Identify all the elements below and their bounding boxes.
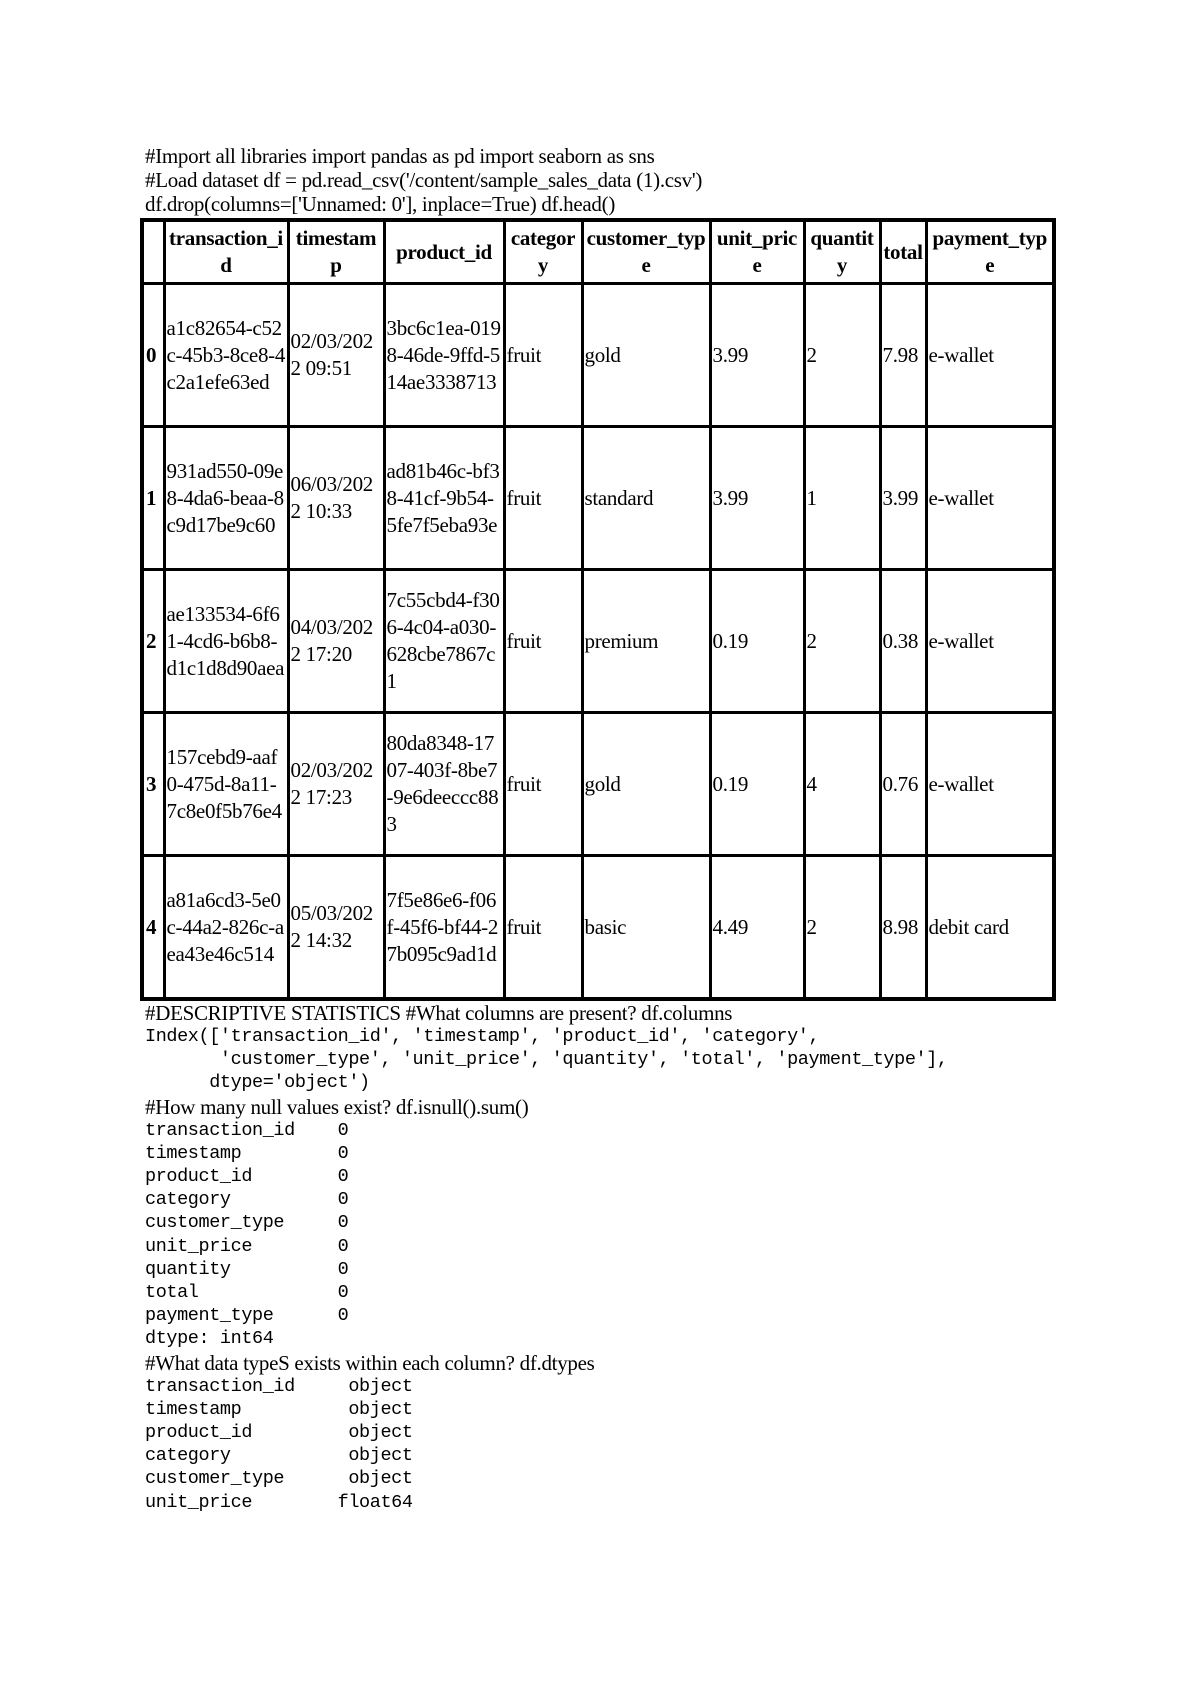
dtypes-output-line: transaction_id object [145,1375,413,1397]
cell-customer-type: gold [582,713,710,856]
row-index: 2 [142,570,164,713]
cell-unit-price: 3.99 [710,427,804,570]
null-output-line: payment_type 0 [145,1305,349,1327]
dataframe-head-table [140,218,1056,1001]
cell-unit-price: 3.99 [710,284,804,427]
null-output-line: customer_type 0 [145,1212,349,1234]
cell-product-id: 80da8348-1707-403f-8be7-9e6deeccc883 [384,713,504,856]
cell-product-id: 7c55cbd4-f306-4c04-a030-628cbe7867c1 [384,570,504,713]
cell-quantity: 1 [804,427,880,570]
row-index: 0 [142,284,164,427]
columns-output-line: Index(['transaction_id', 'timestamp', 'product_id', 'category', [145,1026,820,1047]
cell-customer-type: gold [582,284,710,427]
columns-output-line: dtype='object') [145,1072,370,1094]
dtypes-output [145,1375,1075,1514]
header-quantity: quantity [804,220,880,284]
header-unit-price: unit_price [710,220,804,284]
header-transaction-id: transaction_id [164,220,288,284]
row-index: 4 [142,856,164,1000]
cell-payment-type: e-wallet [926,570,1054,713]
cell-payment-type: debit card [926,856,1054,1000]
cell-category: fruit [504,284,582,427]
cell-payment-type: e-wallet [926,427,1054,570]
cell-quantity: 2 [804,284,880,427]
table-row [142,713,1054,856]
cell-payment-type: e-wallet [926,284,1054,427]
cell-timestamp: 02/03/2022 17:23 [288,713,384,856]
cell-timestamp: 02/03/2022 09:51 [288,284,384,427]
cell-total: 0.76 [880,713,926,856]
drop-column-line: df.drop(columns=['Unnamed: 0'], inplace=True) df.head() [145,192,616,216]
null-output-line: product_id 0 [145,1166,349,1188]
null-output-line: dtype: int64 [145,1328,274,1350]
cell-total: 0.38 [880,570,926,713]
null-output-line: quantity 0 [145,1258,349,1280]
cell-unit-price: 4.49 [710,856,804,1000]
dtypes-output-line: category object [145,1445,413,1467]
null-output-line: transaction_id 0 [145,1119,349,1141]
columns-output [145,1025,1075,1095]
cell-category: fruit [504,427,582,570]
cell-payment-type: e-wallet [926,713,1054,856]
table-row [142,284,1054,427]
header-category: category [504,220,582,284]
cell-transaction-id: a81a6cd3-5e0c-44a2-826c-aea43e46c514 [164,856,288,1000]
cell-product-id: 3bc6c1ea-0198-46de-9ffd-514ae3338713 [384,284,504,427]
header-customer-type: customer_type [582,220,710,284]
cell-timestamp: 04/03/2022 17:20 [288,570,384,713]
cell-category: fruit [504,713,582,856]
cell-category: fruit [504,570,582,713]
header-timestamp: timestamp [288,220,384,284]
load-dataset-line: #Load dataset df = pd.read_csv('/content/sample_sales_data (1).csv') [145,168,703,192]
header-product-id: product_id [384,220,504,284]
cell-customer-type: premium [582,570,710,713]
cell-timestamp: 06/03/2022 10:33 [288,427,384,570]
cell-quantity: 4 [804,713,880,856]
table-row [142,427,1054,570]
cell-customer-type: standard [582,427,710,570]
cell-quantity: 2 [804,570,880,713]
cell-total: 7.98 [880,284,926,427]
dtypes-output-line: timestamp object [145,1398,413,1420]
row-index: 1 [142,427,164,570]
cell-quantity: 2 [804,856,880,1000]
intro-code-lines [145,144,1075,216]
descriptive-statistics-line: #DESCRIPTIVE STATISTICS #What columns are present? df.columns [145,1001,733,1025]
cell-timestamp: 05/03/2022 14:32 [288,856,384,1000]
row-index: 3 [142,713,164,856]
cell-category: fruit [504,856,582,1000]
cell-total: 8.98 [880,856,926,1000]
cell-transaction-id: ae133534-6f61-4cd6-b6b8-d1c1d8d90aea [164,570,288,713]
null-output-line: category 0 [145,1189,349,1211]
header-payment-type: payment_type [926,220,1054,284]
null-values-line: #How many null values exist? df.isnull().sum() [145,1094,529,1119]
cell-transaction-id: 931ad550-09e8-4da6-beaa-8c9d17be9c60 [164,427,288,570]
cell-product-id: ad81b46c-bf38-41cf-9b54-5fe7f5eba93e [384,427,504,570]
cell-transaction-id: a1c82654-c52c-45b3-8ce8-4c2a1efe63ed [164,284,288,427]
table-header-row [142,220,1054,284]
cell-total: 3.99 [880,427,926,570]
index-header [142,220,164,284]
dtypes-output-line: product_id object [145,1422,413,1444]
null-output-line: timestamp 0 [145,1142,349,1164]
cell-transaction-id: 157cebd9-aaf0-475d-8a11-7c8e0f5b76e4 [164,713,288,856]
import-line: #Import all libraries import pandas as pd import seaborn as sns [145,144,655,168]
table-row [142,856,1054,1000]
data-types-line: #What data typeS exists within each column? df.dtypes [145,1350,595,1375]
cell-product-id: 7f5e86e6-f06f-45f6-bf44-27b095c9ad1d [384,856,504,1000]
header-total: total [880,220,926,284]
cell-customer-type: basic [582,856,710,1000]
dtypes-output-line: unit_price float64 [145,1491,413,1513]
null-output-line: total 0 [145,1282,349,1304]
cell-unit-price: 0.19 [710,713,804,856]
document-page [145,144,1075,1514]
cell-unit-price: 0.19 [710,570,804,713]
columns-output-line: 'customer_type', 'unit_price', 'quantity', 'total', 'payment_type'], [145,1049,948,1071]
dtypes-output-line: customer_type object [145,1468,413,1490]
null-output-line: unit_price 0 [145,1235,349,1257]
table-row [142,570,1054,713]
null-output [145,1119,1075,1351]
